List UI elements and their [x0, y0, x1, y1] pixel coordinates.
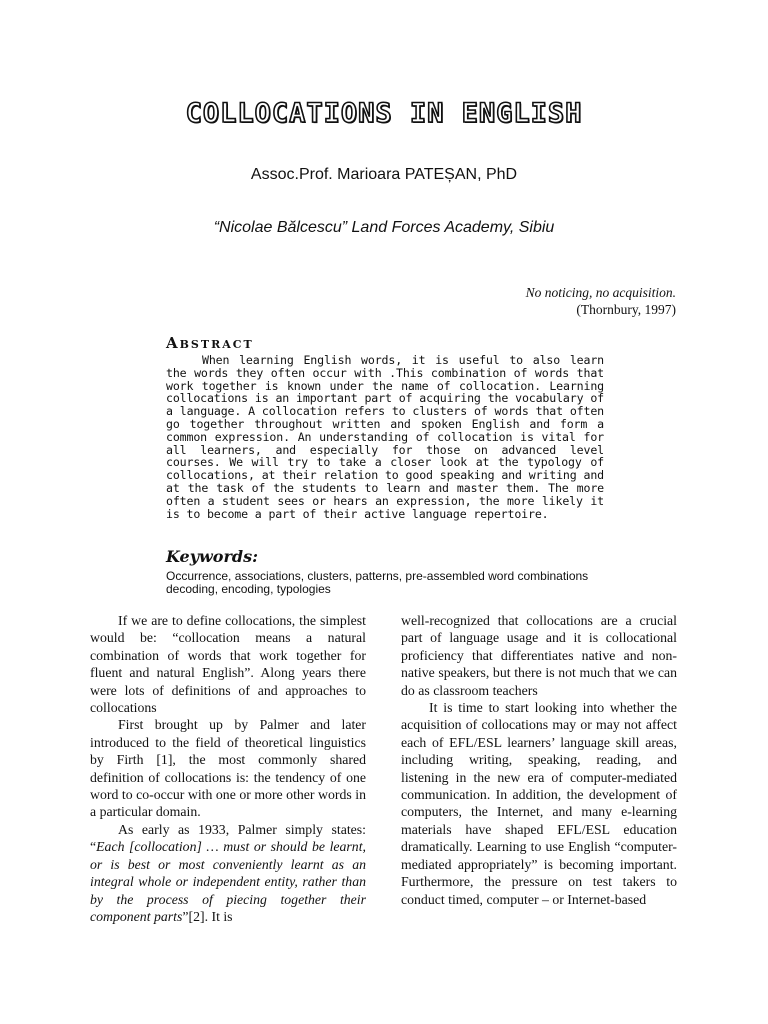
palmer-quote: Each [collocation] … must or should be learnt, or is best or most conveniently learnt as an integral whole or independent entity, rather than by the process of piecing together their component parts [90, 839, 366, 924]
paragraph: If we are to define collocations, the simplest would be: “collocation means a natural combination of words that work together for fluent and natural English”. Along years there were lots of definitions of and approaches to collocations [90, 613, 366, 716]
paragraph-text: ”[2]. It is [182, 908, 233, 924]
abstract-heading: Abstract [166, 334, 254, 352]
abstract-body: When learning English words, it is useful to also learn the words they often occur with .This combination of words that work together is known under the name of collocation. Learning collocations is an important part of acquiring the vocabulary of a language. A collocation refers to clusters of words that often go together throughout written and spoken English and form a common expression. An understanding of collocation is vital for all learners, and especially for those on advanced level courses. We will try to take a closer look at the typology of collocations, at their relation to good speaking and writing and at the task of the students to learn and master them. The more often a student sees or hears an expression, the more likely it is to become a part of their active language repertoire. [166, 353, 604, 521]
affiliation-line: “Nicolae Bălcescu” Land Forces Academy, Sibiu [213, 219, 555, 236]
body-column-right [401, 612, 677, 908]
keywords-heading: Keywords: [166, 547, 259, 566]
author-line: Assoc.Prof. Marioara PATEȘAN, PhD [250, 166, 518, 183]
epigraph-source: (Thornbury, 1997) [576, 302, 676, 317]
paragraph: First brought up by Palmer and later introduced to the field of theoretical linguistics by Firth [1], the most commonly shared definition of collocations is: the tendency of one word to co-occur with one or more other words in a particular domain. [90, 717, 366, 820]
paragraph [90, 821, 366, 925]
paragraph-text: As early as 1933, Palmer simply states: “ [90, 821, 366, 855]
keywords-body: Occurrence, associations, clusters, patterns, pre-assembled word combinations decoding, encoding, typologies [166, 569, 589, 596]
paper-title: COLLOCATIONS IN ENGLISH [185, 98, 583, 129]
paragraph: well-recognized that collocations are a crucial part of language usage and it is collocational proficiency that differentiates native and non-native speakers, but there is not much that we can do as classroom teachers [401, 613, 677, 698]
epigraph-quote: No noticing, no acquisition. [525, 285, 676, 300]
body-column-left [90, 612, 366, 925]
epigraph [526, 284, 676, 318]
paragraph: It is time to start looking into whether the acquisition of collocations may or may not affect each of EFL/ESL learners’ language skill areas, including writing, speaking, reading, and listening in the new era of computer-mediated communication. In addition, the development of computers, the Internet, and many e-learning materials have shaped EFL/ESL education dramatically. Learning to use English “computer-mediated appropriately” is becoming important. Furthermore, the pressure on test takers to conduct timed, computer – or Internet-based [401, 700, 677, 907]
